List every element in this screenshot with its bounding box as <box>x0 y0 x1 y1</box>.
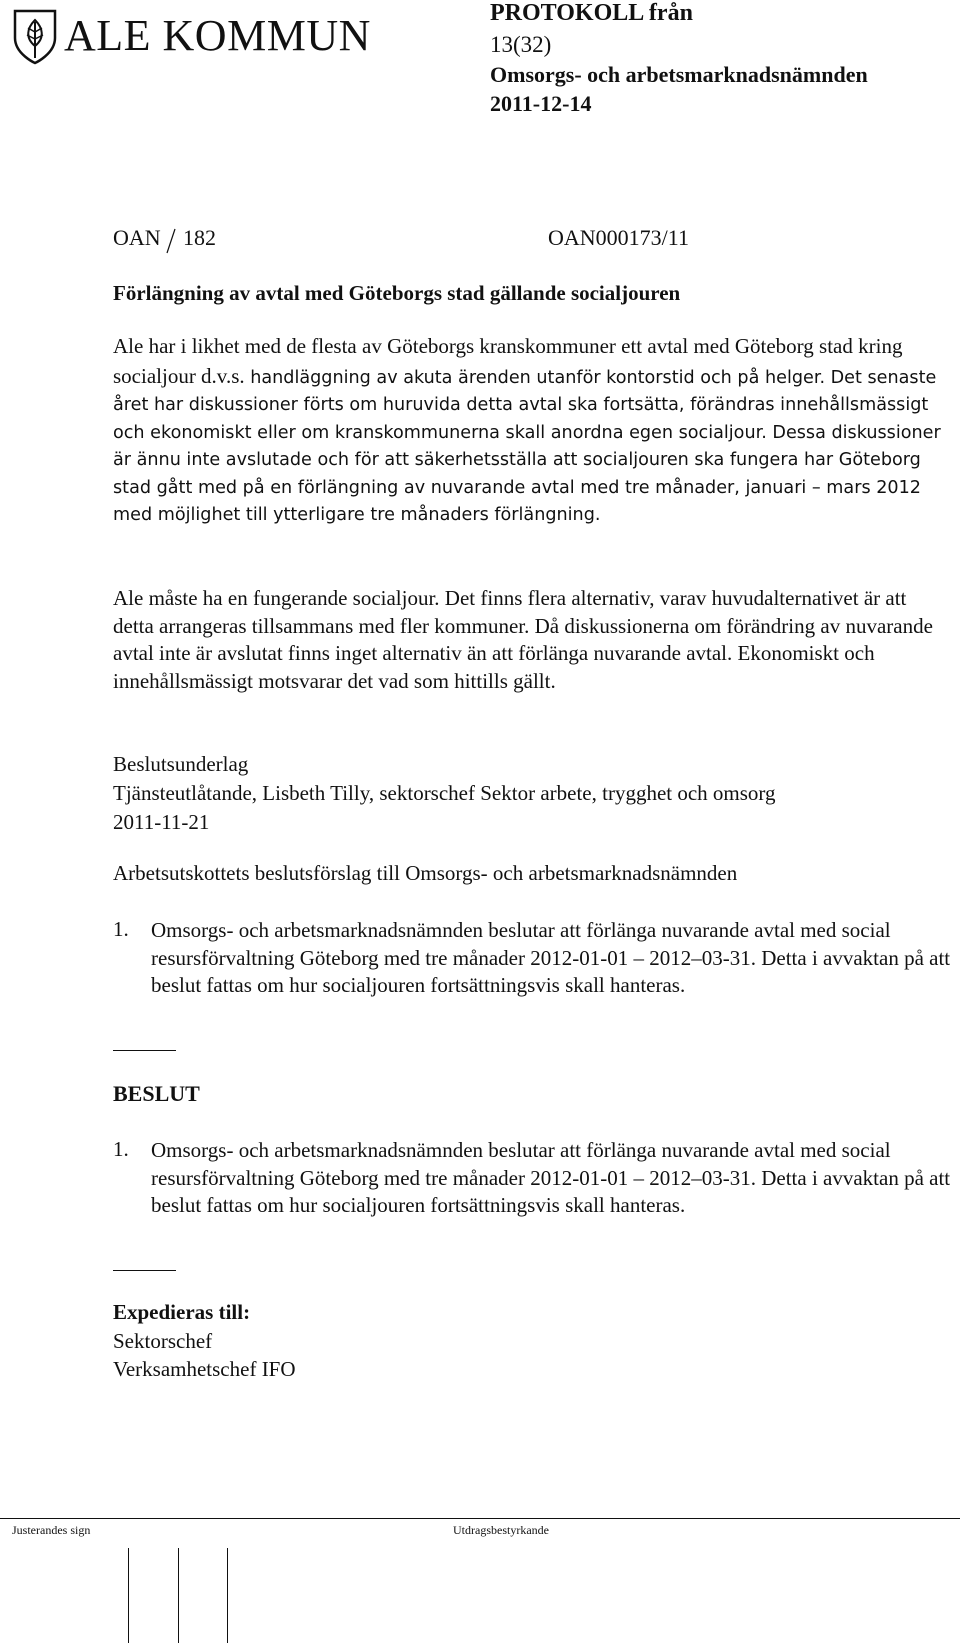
footer-divider <box>0 1518 960 1519</box>
dispatch-heading: Expedieras till: <box>113 1300 251 1324</box>
committee-name: Omsorgs- och arbetsmarknadsnämnden <box>490 62 868 87</box>
section-separator-icon <box>166 228 176 254</box>
document-type: PROTOKOLL från <box>490 0 693 26</box>
decision-heading: BESLUT <box>113 1081 200 1106</box>
signature-box-divider <box>128 1548 129 1643</box>
proposal-item-text: Omsorgs- och arbetsmarknadsnämnden beslutar att förlänga nuvarande avtal med social resursförvaltning Göteborg med tre månader 2012-01-01 – 2012–03-31. Detta i avvaktan på att beslut fattas om hur socialjouren fortsättningsvis skall hanteras. <box>151 918 951 997</box>
signature-label: Justerandes sign <box>12 1523 91 1537</box>
proposal-item-number: 1. <box>113 917 129 941</box>
assessment-paragraph: Ale måste ha en fungerande socialjour. Det finns flera alternativ, varav huvudalternativet är att detta arrangeras tillsammans med fler kommuner. Då diskussionerna om förändring av nuvarande avtal inte är avslutat finns inget alternativ än att förlänga nuvarande avtal. Ekonomiskt och innehållsmässigt motsvarar det vad som hittills gällt. <box>113 586 933 693</box>
proposal-heading: Arbetsutskottets beslutsförslag till Omsorgs- och arbetsmarknadsnämnden <box>113 861 738 885</box>
decision-item-number: 1. <box>113 1137 129 1161</box>
page-number: 13(32) <box>490 32 552 57</box>
basis-heading: Beslutsunderlag <box>113 752 249 776</box>
section-number: 182 <box>183 225 216 250</box>
meeting-date: 2011-12-14 <box>490 91 592 116</box>
dispatch-recipient: Verksamhetschef IFO <box>113 1357 296 1381</box>
background-text-sans: handläggning av akuta ärenden utanför kontorstid och på helger. Det senaste året har diskussioner förts om huruvida detta avtal ska fortsätta, förändras innehållsmässigt och ekonomiskt eller om kranskommunerna skall anordna egen socialjour. Dessa diskussioner är ännu inte avslutade och för att säkerhetsställa att socialjouren ska fungera har Göteborg stad gått med på en förlängning av nuvarande avtal med tre månader, januari – mars 2012 med möjlighet till ytterligare tre månaders förlängning. <box>113 367 941 525</box>
signature-box-divider <box>227 1548 228 1643</box>
basis-date: 2011-11-21 <box>113 810 210 834</box>
separator-rule <box>113 1270 176 1271</box>
dispatch-recipient: Sektorschef <box>113 1329 213 1353</box>
signature-box-divider <box>178 1548 179 1643</box>
separator-rule <box>113 1050 176 1051</box>
background-text-serif: Ale har i likhet med de flesta av Göteborgs kranskommuner ett avtal med Göteborg stad kring socialjour d.v.s. <box>113 334 903 388</box>
ale-kommun-logo-icon <box>12 8 58 66</box>
logo-text: ALE KOMMUN <box>64 11 371 60</box>
background-paragraph <box>113 333 943 530</box>
case-number: OAN000173/11 <box>548 225 689 250</box>
extract-label: Utdragsbestyrkande <box>453 1523 549 1537</box>
basis-item: Tjänsteutlåtande, Lisbeth Tilly, sektorschef Sektor arbete, trygghet och omsorg <box>113 781 776 805</box>
section-prefix: OAN <box>113 225 161 250</box>
decision-item-text: Omsorgs- och arbetsmarknadsnämnden beslutar att förlänga nuvarande avtal med social resursförvaltning Göteborg med tre månader 2012-01-01 – 2012–03-31. Detta i avvaktan på att beslut fattas om hur socialjouren fortsättningsvis skall hanteras. <box>151 1138 951 1217</box>
item-title: Förlängning av avtal med Göteborgs stad gällande socialjouren <box>113 281 681 305</box>
